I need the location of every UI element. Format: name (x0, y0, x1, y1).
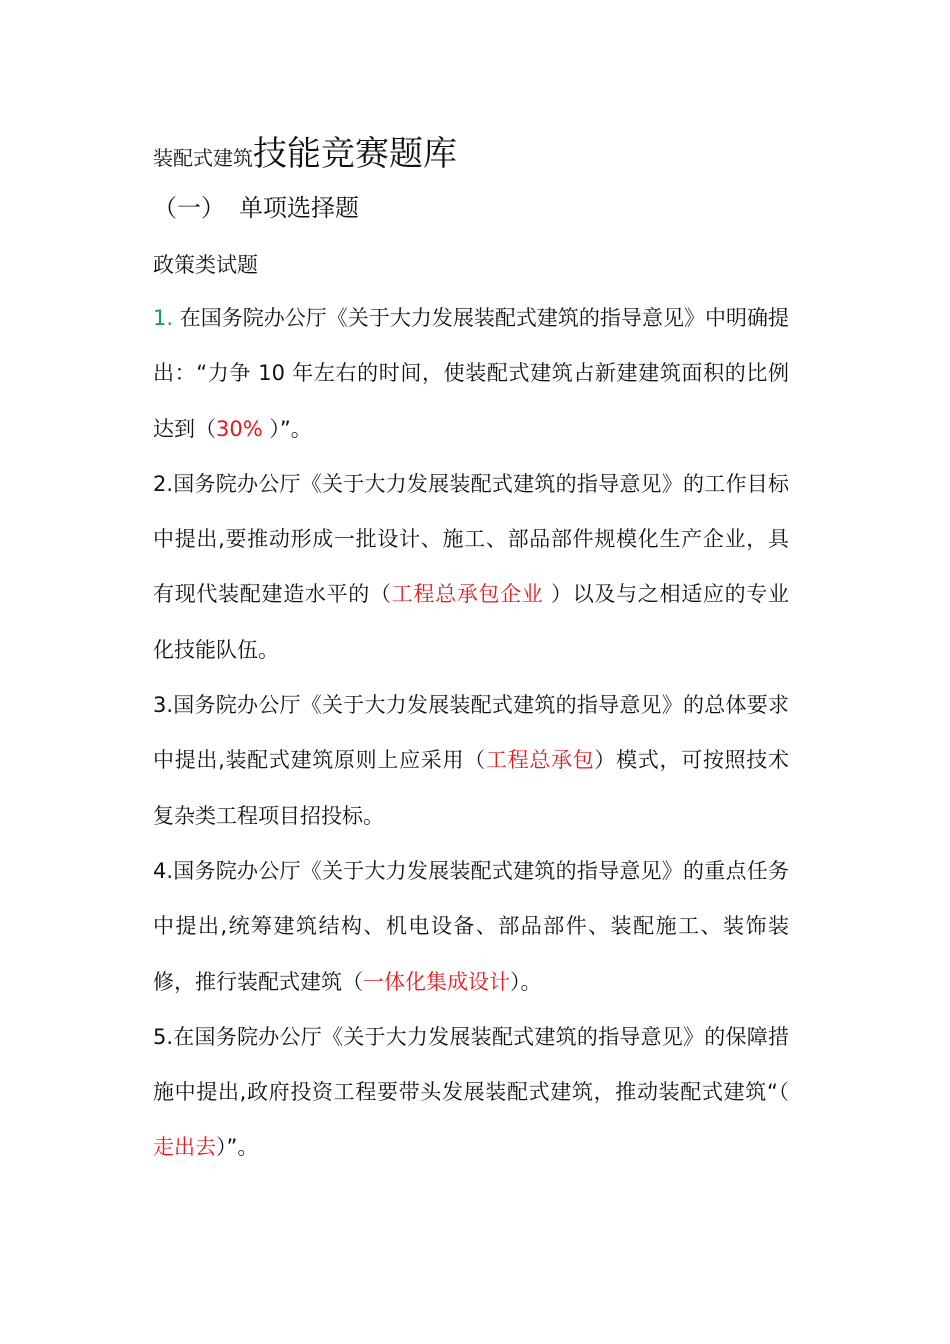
answer-text: 工程总承包 (485, 748, 595, 773)
question-text-end: ）以及与之相适应的专业化技能队伍。 (153, 582, 790, 662)
document-title (153, 128, 457, 186)
question-3 (153, 678, 789, 844)
question-text: 国务院办公厅《关于大力发展装配式建筑的指导意见》的工作目标中提出,要推动形成一批设计、施工、部品部件规模化生产企业，具有现代装配建造水平的（ (153, 471, 789, 607)
question-text-end: ）”。 (262, 416, 312, 441)
answer-text: 走出去 (153, 1135, 216, 1160)
question-1 (153, 291, 789, 457)
question-number: 2. (153, 471, 174, 496)
question-number: 1. (153, 306, 180, 330)
answer-text: 30% (216, 416, 263, 441)
title-main: 技能竞赛题库 (253, 134, 457, 174)
question-4 (153, 844, 789, 1010)
title-prefix: 装配式建筑 (153, 146, 253, 170)
question-text-end: ）模式，可按照技术复杂类工程项目招投标。 (153, 748, 790, 828)
section-heading (153, 188, 359, 228)
question-list (153, 291, 789, 1176)
question-text: 国务院办公厅《关于大力发展装配式建筑的指导意见》的重点任务中提出,统筹建筑结构、机电设备、部品部件、装配施工、装饰装修，推行装配式建筑（ (153, 858, 789, 994)
answer-text: 一体化集成设计 (363, 969, 510, 994)
question-5 (153, 1010, 789, 1176)
question-text: 在国务院办公厅《关于大力发展装配式建筑的指导意见》中明确提出：“力争 10 年左右的时间，使装配式建筑占新建建筑面积的比例达到（ (153, 306, 790, 441)
section-number: （一） (153, 194, 225, 222)
category-heading: 政策类试题 (153, 253, 258, 277)
question-2 (153, 457, 789, 678)
question-number: 4. (153, 858, 174, 883)
question-number: 5. (153, 1024, 174, 1049)
question-text: 在国务院办公厅《关于大力发展装配式建筑的指导意见》的保障措施中提出,政府投资工程要带头发展装配式建筑，推动装配式建筑“（ (153, 1024, 789, 1105)
question-number: 3. (153, 693, 174, 718)
section-label: 单项选择题 (239, 194, 359, 222)
question-text: 国务院办公厅《关于大力发展装配式建筑的指导意见》的总体要求中提出,装配式建筑原则上应采用（ (153, 693, 789, 773)
question-text-end: ）。 (510, 969, 542, 994)
question-text-end: ）”。 (216, 1135, 259, 1160)
answer-text: 工程总承包企业 (391, 582, 544, 607)
